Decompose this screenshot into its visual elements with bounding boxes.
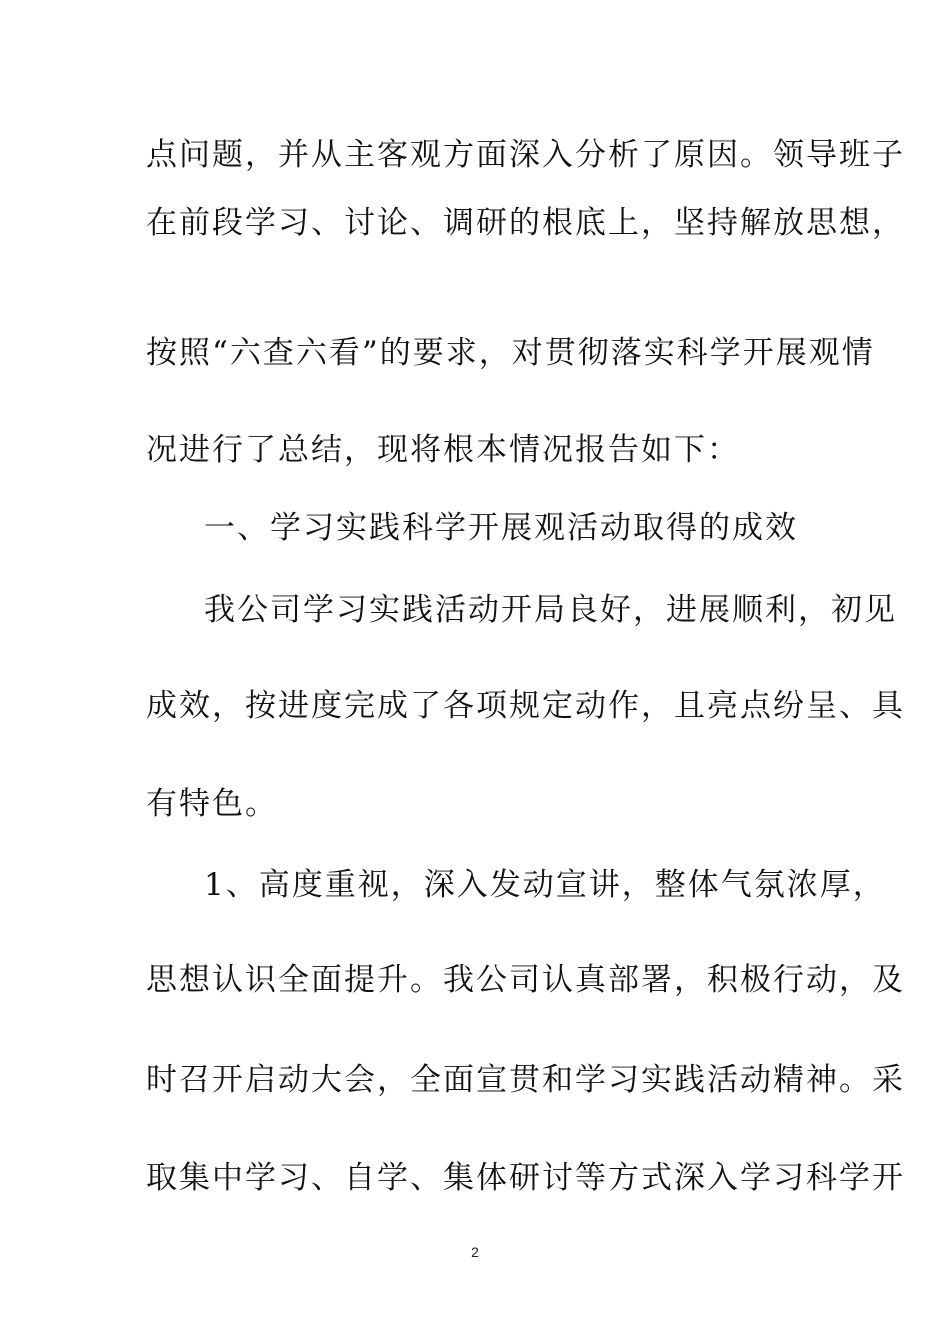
body-text-line: 有特色。 [146,786,278,822]
section-heading: 一、学习实践科学开展观活动取得的成效 [204,510,798,546]
body-text-line: 1、高度重视，深入发动宣讲，整体气氛浓厚， [204,867,886,903]
body-text-line: 点问题，并从主客观方面深入分析了原因。领导班子 [146,137,905,173]
body-text-line: 时召开启动大会，全面宣贯和学习实践活动精神。采 [146,1062,905,1098]
body-text-line: 思想认识全面提升。我公司认真部署，积极行动，及 [146,962,905,998]
body-text-line: 况进行了总结，现将根本情况报告如下： [146,432,740,468]
body-text-line: 在前段学习、讨论、调研的根底上，坚持解放思想， [146,205,905,241]
body-text-line: 取集中学习、自学、集体研讨等方式深入学习科学开 [146,1160,905,1196]
body-text-line: 按照“六查六看”的要求，对贯彻落实科学开展观情 [146,335,875,371]
page-number: 2 [471,1244,479,1260]
body-text-line: 我公司学习实践活动开局良好，进展顺利，初见 [204,592,897,628]
body-text-line: 成效，按进度完成了各项规定动作，且亮点纷呈、具 [146,688,905,724]
